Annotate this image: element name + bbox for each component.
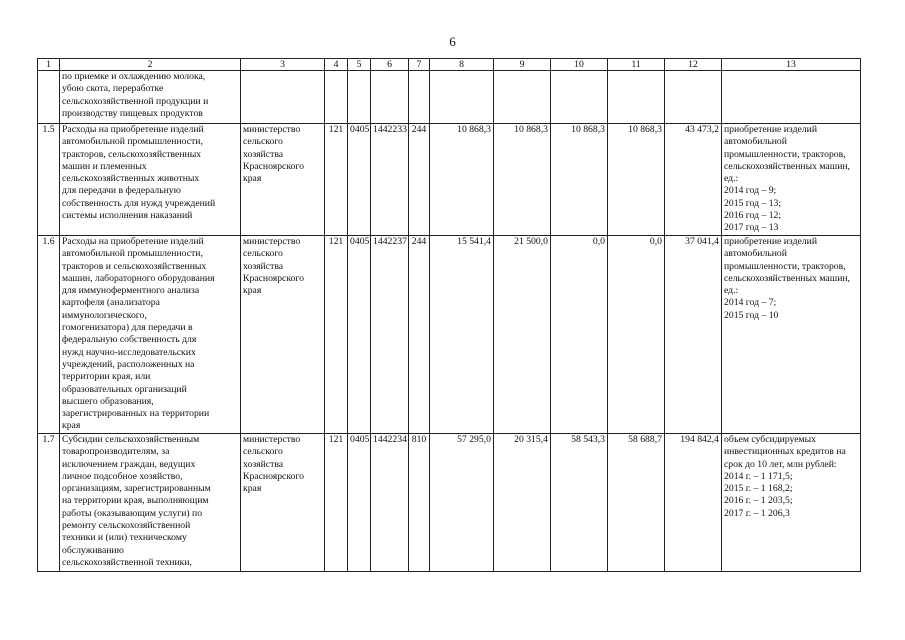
text-line: собственность для нужд учреждений	[62, 197, 216, 209]
text-line: 2017 г. – 1 206,3	[724, 507, 790, 519]
column-header: 12	[665, 59, 722, 71]
column-header: 9	[494, 59, 551, 71]
text-line: работы (оказывающим услуги) по	[62, 507, 203, 519]
text-line: тракторов, сельскохозяйственных	[62, 148, 202, 160]
code-cell: 0405	[348, 434, 371, 572]
text-line: образовательных организаций	[62, 383, 187, 395]
text-line: ед.:	[724, 285, 739, 297]
text-line: 2016 г. – 1 203,5;	[724, 495, 793, 507]
column-header: 6	[371, 59, 409, 71]
text-line: 2014 год – 7;	[724, 297, 777, 309]
text-line: 2016 год – 12;	[724, 210, 782, 222]
text-line: автомобильной промышленности,	[62, 136, 203, 148]
amount-total-cell: 194 842,4	[665, 434, 722, 572]
amount-total-cell	[665, 71, 722, 124]
row-number-cell: 1.7	[38, 434, 60, 572]
column-header: 4	[325, 59, 348, 71]
result-cell	[722, 236, 861, 434]
text-line: министерство	[243, 434, 301, 445]
text-line: 2015 год – 10	[724, 309, 779, 321]
amount-2017-cell	[608, 71, 665, 124]
text-line: федеральную собственность для	[62, 334, 197, 346]
text-line: тракторов и сельскохозяйственных	[62, 260, 207, 272]
table-row	[38, 124, 861, 236]
result-cell	[722, 434, 861, 572]
text-line: на территории края, выполняющим	[62, 495, 209, 507]
executor-cell	[241, 124, 325, 236]
amount-2015-cell: 20 315,4	[494, 434, 551, 572]
row-number-cell: 1.6	[38, 236, 60, 434]
text-line: срок до 10 лет, млн рублей:	[724, 458, 837, 470]
text-line: края	[243, 483, 262, 495]
text-line: для иммуноферментного анализа	[62, 285, 200, 297]
amount-2014-cell: 10 868,3	[430, 124, 494, 236]
text-line: ед.:	[724, 173, 739, 185]
text-line: сельскохозяйственных животных	[62, 173, 200, 185]
text-line: убою скота, переработке	[62, 83, 164, 95]
text-line: автомобильной	[724, 248, 787, 260]
column-header: 5	[348, 59, 371, 71]
text-line: министерство	[243, 236, 301, 247]
page-number: 6	[449, 34, 456, 49]
text-line: министерство	[243, 124, 301, 135]
text-line: приобретение изделий	[724, 124, 818, 135]
text-line: 2015 г. – 1 168,2;	[724, 483, 793, 495]
program-table	[37, 58, 861, 572]
code-cell: 1442233	[371, 124, 409, 236]
code-cell	[325, 71, 348, 124]
text-line: автомобильной промышленности,	[62, 248, 203, 260]
text-line: зарегистрированных на территории	[62, 408, 210, 420]
text-line: картофеля (анализатора	[62, 297, 160, 309]
code-cell: 1442234	[371, 434, 409, 572]
text-line: Расходы на приобретение изделий	[62, 124, 204, 135]
amount-2015-cell: 10 868,3	[494, 124, 551, 236]
column-header: 11	[608, 59, 665, 71]
text-line: для передачи в федеральную	[62, 185, 181, 197]
text-line: ремонту сельскохозяйственной	[62, 520, 191, 532]
code-cell: 0405	[348, 236, 371, 434]
column-header: 1	[38, 59, 60, 71]
description-cell	[60, 236, 241, 434]
row-number-cell: 1.5	[38, 124, 60, 236]
amount-total-cell: 37 041,4	[665, 236, 722, 434]
text-line: системы исполнения наказаний	[62, 210, 193, 222]
executor-cell	[241, 236, 325, 434]
amount-2017-cell: 58 688,7	[608, 434, 665, 572]
code-cell: 121	[325, 124, 348, 236]
text-line: хозяйства	[243, 260, 284, 272]
text-line: 2017 год – 13	[724, 222, 779, 234]
amount-2016-cell: 10 868,3	[551, 124, 608, 236]
text-line: хозяйства	[243, 458, 284, 470]
text-line: машин и племенных	[62, 160, 147, 172]
text-line: организациям, зарегистрированным	[62, 483, 211, 495]
result-cell	[722, 124, 861, 236]
text-line: сельского	[243, 136, 283, 148]
code-cell	[409, 71, 430, 124]
text-line: производству пищевых продуктов	[62, 107, 203, 119]
text-line: сельскохозяйственных машин,	[724, 160, 850, 172]
text-line: обслуживанию	[62, 544, 124, 556]
amount-2016-cell: 58 543,3	[551, 434, 608, 572]
text-line: высшего образования,	[62, 395, 154, 407]
code-cell: 244	[409, 124, 430, 236]
text-line: Субсидии сельскохозяйственным	[62, 434, 200, 445]
text-line: объем субсидируемых	[724, 434, 817, 445]
text-line: иммунологического,	[62, 309, 147, 321]
text-line: Расходы на приобретение изделий	[62, 236, 204, 247]
text-line: Красноярского	[243, 160, 304, 172]
amount-2014-cell: 57 295,0	[430, 434, 494, 572]
text-line: гомогенизатора) для передачи в	[62, 322, 193, 334]
code-cell: 121	[325, 434, 348, 572]
amount-2014-cell: 15 541,4	[430, 236, 494, 434]
column-header: 7	[409, 59, 430, 71]
text-line: сельскохозяйственной продукции и	[62, 95, 209, 107]
amount-2016-cell	[551, 71, 608, 124]
table-row	[38, 71, 861, 124]
text-line: 2015 год – 13;	[724, 197, 782, 209]
text-line: Красноярского	[243, 470, 304, 482]
description-cell	[60, 124, 241, 236]
table-row	[38, 236, 861, 434]
column-header: 10	[551, 59, 608, 71]
amount-2016-cell: 0,0	[551, 236, 608, 434]
text-line: Красноярского	[243, 272, 304, 284]
text-line: 2014 год – 9;	[724, 185, 777, 197]
column-header: 2	[60, 59, 241, 71]
text-line: техники и (или) техническому	[62, 532, 187, 544]
text-line: исключением граждан, ведущих	[62, 458, 196, 470]
text-line: 2014 г. – 1 171,5;	[724, 470, 793, 482]
text-line: промышленности, тракторов,	[724, 148, 846, 160]
text-line: приобретение изделий	[724, 236, 818, 247]
row-number-cell	[38, 71, 60, 124]
text-line: машин, лабораторного оборудования	[62, 272, 215, 284]
text-line: края	[62, 420, 81, 432]
code-cell: 810	[409, 434, 430, 572]
executor-cell	[241, 434, 325, 572]
text-line: инвестиционных кредитов на	[724, 446, 846, 458]
amount-2017-cell: 10 868,3	[608, 124, 665, 236]
column-number-row	[38, 59, 861, 71]
executor-cell	[241, 71, 325, 124]
text-line: территории края, или	[62, 371, 151, 383]
description-cell	[60, 71, 241, 124]
table-row	[38, 434, 861, 572]
text-line: автомобильной	[724, 136, 787, 148]
code-cell: 121	[325, 236, 348, 434]
text-line: по приемке и охлаждению молока,	[62, 71, 206, 82]
text-line: промышленности, тракторов,	[724, 260, 846, 272]
amount-2015-cell	[494, 71, 551, 124]
text-line: личное подсобное хозяйство,	[62, 470, 183, 482]
result-cell	[722, 71, 861, 124]
text-line: учреждений, расположенных на	[62, 358, 195, 370]
text-line: сельского	[243, 248, 283, 260]
column-header: 13	[722, 59, 861, 71]
text-line: товаропроизводителям, за	[62, 446, 170, 458]
text-line: хозяйства	[243, 148, 284, 160]
code-cell	[348, 71, 371, 124]
code-cell: 244	[409, 236, 430, 434]
amount-total-cell: 43 473,2	[665, 124, 722, 236]
amount-2014-cell	[430, 71, 494, 124]
text-line: нужд научно-исследовательских	[62, 346, 196, 358]
description-cell	[60, 434, 241, 572]
column-header: 3	[241, 59, 325, 71]
amount-2017-cell: 0,0	[608, 236, 665, 434]
text-line: края	[243, 173, 262, 185]
text-line: края	[243, 285, 262, 297]
code-cell: 1442237	[371, 236, 409, 434]
text-line: сельскохозяйственной техники,	[62, 556, 192, 568]
code-cell: 0405	[348, 124, 371, 236]
text-line: сельскохозяйственных машин,	[724, 272, 850, 284]
text-line: сельского	[243, 446, 283, 458]
code-cell	[371, 71, 409, 124]
amount-2015-cell: 21 500,0	[494, 236, 551, 434]
column-header: 8	[430, 59, 494, 71]
